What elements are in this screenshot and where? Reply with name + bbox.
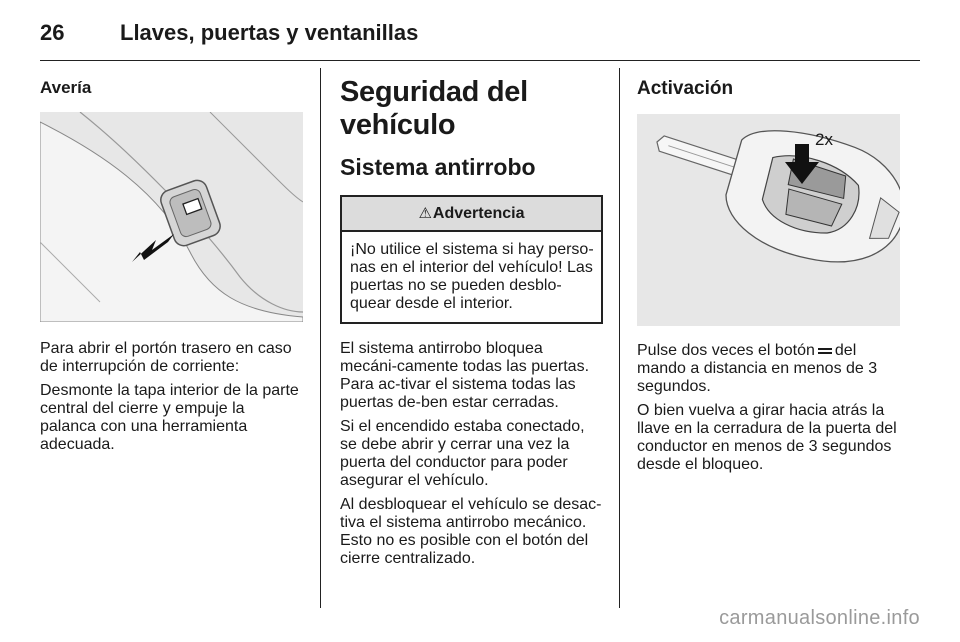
paragraph: O bien vuelva a girar hacia atrás la llave en la cerradura de la puerta del conductor en menos de 3 segundos desde el bloqueo. (637, 402, 897, 473)
remote-key-drawing (637, 114, 900, 326)
tailgate-lock-drawing (40, 112, 303, 322)
column-right (637, 68, 900, 480)
warning-title: Advertencia (432, 205, 525, 222)
paragraph: Para abrir el portón trasero en caso de interrupción de corriente: (40, 340, 292, 375)
column-left (40, 68, 303, 460)
tailgate-lock-illustration (40, 112, 303, 322)
figure-label-2x: 2x (815, 130, 833, 149)
paragraph: El sistema antirrobo bloquea mecáni-camente todas las puertas. Para ac-tivar el sistema todas las puertas de-ben estar cerradas. (340, 340, 590, 411)
section-title: Seguridad del vehículo (340, 76, 528, 141)
paragraph (637, 342, 900, 396)
warning-text: ¡No utilice el sistema si hay perso-nas en el interior del vehículo! Las puertas no se pueden desblo-quear desde el interior. (350, 241, 594, 312)
lock-button-icon (818, 347, 832, 355)
page-header (40, 20, 418, 50)
column-divider-1 (320, 68, 321, 608)
watermark: carmanualsonline.info (719, 607, 920, 629)
remote-key-illustration (637, 114, 900, 326)
chapter-title: Llaves, puertas y ventanillas (120, 20, 419, 45)
section-heading-activacion: Activación (637, 78, 734, 99)
page-number: 26 (40, 20, 65, 45)
warning-title-bar (342, 197, 601, 232)
warning-icon: ⚠ (418, 205, 432, 222)
header-rule (40, 60, 920, 61)
paragraph: Desmonte la tapa interior de la parte central del cierre y empuje la palanca con una herramienta adecuada. (40, 382, 299, 453)
paragraph: Si el encendido estaba conectado, se debe abrir y cerrar una vez la puerta del conductor para poder asegurar el vehículo. (340, 418, 585, 489)
warning-box (340, 195, 603, 324)
column-divider-2 (619, 68, 620, 608)
paragraph-part: Pulse dos veces el botón (637, 342, 815, 359)
column-middle (340, 68, 603, 574)
subsection-title: Sistema antirrobo (340, 154, 536, 180)
paragraph: Al desbloquear el vehículo se desac-tiva el sistema antirrobo mecánico. Esto no es posible con el botón del cierre centralizado. (340, 496, 602, 567)
paragraph-part: del mando a distancia en menos de 3 segundos. (637, 342, 878, 395)
section-heading-averia: Avería (40, 78, 92, 97)
